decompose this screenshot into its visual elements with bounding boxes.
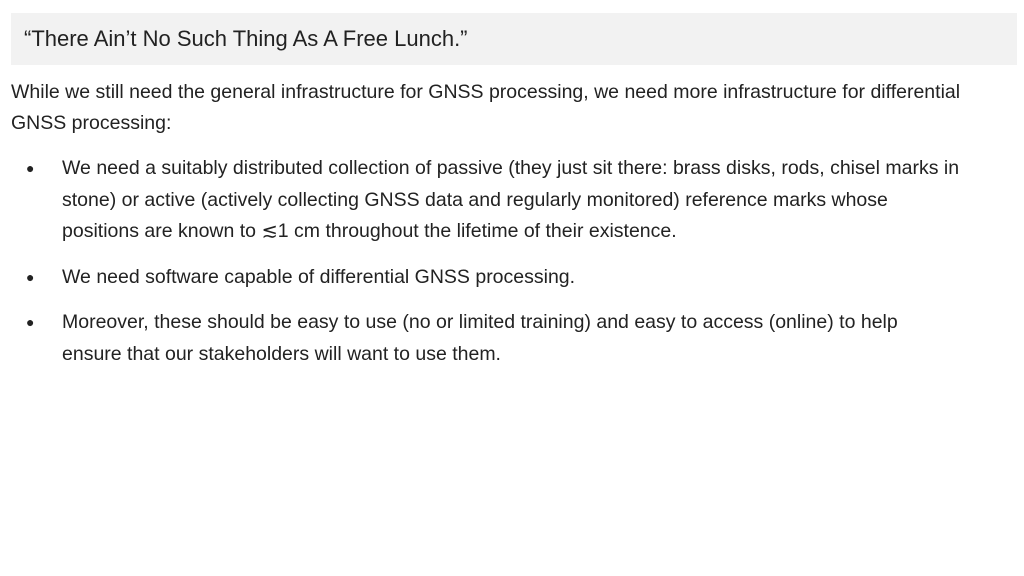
slide-title: “There Ain’t No Such Thing As A Free Lunch.” [24,26,468,51]
bullet-item-reference-marks [0,153,962,248]
bullet-marker: ● [26,268,35,285]
bullet-item-ease-of-use [0,307,962,370]
bullet-text: We need a suitably distributed collection of passive (they just sit there: brass disks, rods, chisel marks in stone) or active (actively collecting GNSS data and regularly monitored) reference marks whose positions are known to ≲1 cm throughout the lifetime of their existence. [62,157,960,242]
bullet-item-software [0,262,962,294]
intro-paragraph: While we still need the general infrastructure for GNSS processing, we need more infrastructure for differential GNSS processing: [11,81,961,134]
slide-title-bar [11,13,1017,65]
bullet-text: We need software capable of differential GNSS processing. [62,265,576,288]
bullet-marker: ● [26,314,35,330]
bullet-text: Moreover, these should be easy to use (no or limited training) and easy to access (online) to help ensure that our stakeholders will want to use them. [62,311,898,365]
bullet-list [0,153,1024,370]
bullet-marker: ● [26,160,35,176]
